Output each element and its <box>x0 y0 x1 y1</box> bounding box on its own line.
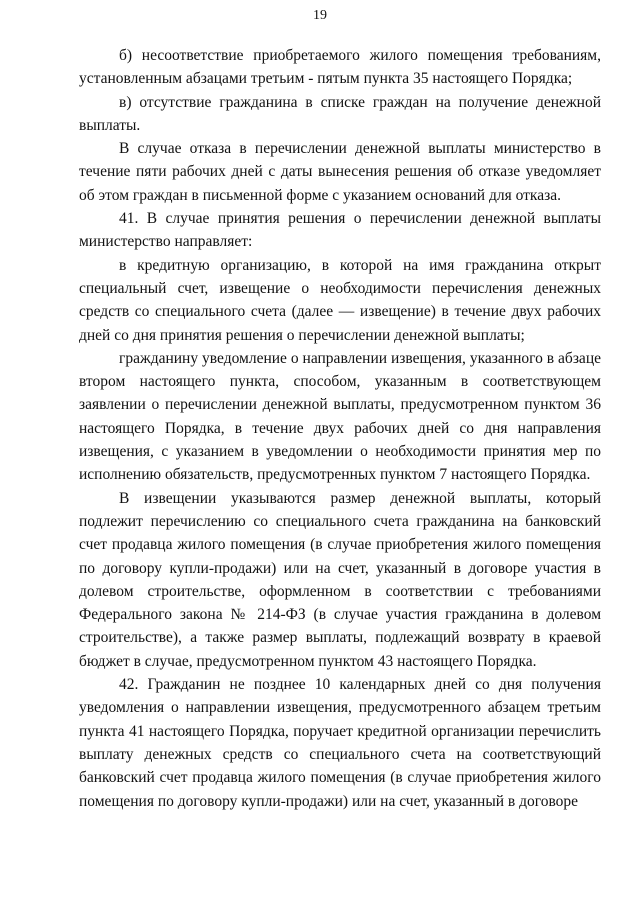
paragraph-notice-contents: В извещении указываются размер денежной выплаты, который подлежит перечислению со специального счета гражданина на банковский счет продавца жилого помещения (в случае приобретения жилого помещения по договору купли-продажи) или на счет, указанный в договоре участия в долевом строительстве, оформленном в соответствии с требованиями Федерального закона № 214-ФЗ (в случае участия гражданина в долевом строительстве), а также размер выплаты, подлежащий возврату в краевой бюджет в случае, предусмотренном пунктом 43 настоящего Порядка. <box>79 489 601 670</box>
paragraph-v: в) отсутствие гражданина в списке граждан на получение денежной выплаты. <box>79 93 601 134</box>
page-number: 19 <box>313 8 327 23</box>
paragraph-41-citizen: гражданину уведомление о направлении извещения, указанного в абзаце втором настоящего пункта, способом, указанным в соответствующем заявлении о перечислении денежной выплаты, предусмотренном пунктом 36 настоящего Порядка, в течение двух рабочих дней со дня направления извещения, с указанием в уведомлении о необходимости принятия мер по исполнению обязательств, предусмотренных пунктом 7 настоящего Порядка. <box>79 349 601 484</box>
paragraph-42: 42. Гражданин не позднее 10 календарных дней со дня получения уведомления о направлении извещения, предусмотренного абзацем третьим пункта 41 настоящего Порядка, поручает кредитной организации перечислить выплату денежных средств со специального счета на соответствующий банковский счет продавца жилого помещения (в случае приобретения жилого помещения по договору купли-продажи) или на счет, указанный в договоре <box>79 676 601 810</box>
paragraph-41-bank: в кредитную организацию, в которой на имя гражданина открыт специальный счет, извещение о необходимости перечисления денежных средств со специального счета (далее — извещение) в течение двух рабочих дней со дня принятия решения о перечислении денежной выплаты; <box>79 256 601 344</box>
paragraph-refusal: В случае отказа в перечислении денежной выплаты министерство в течение пяти рабочих дней с даты вынесения решения об отказе уведомляет об этом граждан в письменной форме с указанием оснований для отказа. <box>79 140 601 204</box>
paragraph-41: 41. В случае принятия решения о перечислении денежной выплаты министерство направляет: <box>79 210 601 251</box>
document-body <box>79 44 601 813</box>
paragraph-b: б) несоответствие приобретаемого жилого помещения требованиям, установленным абзацами третьим - пятым пункта 35 настоящего Порядка; <box>79 47 601 88</box>
